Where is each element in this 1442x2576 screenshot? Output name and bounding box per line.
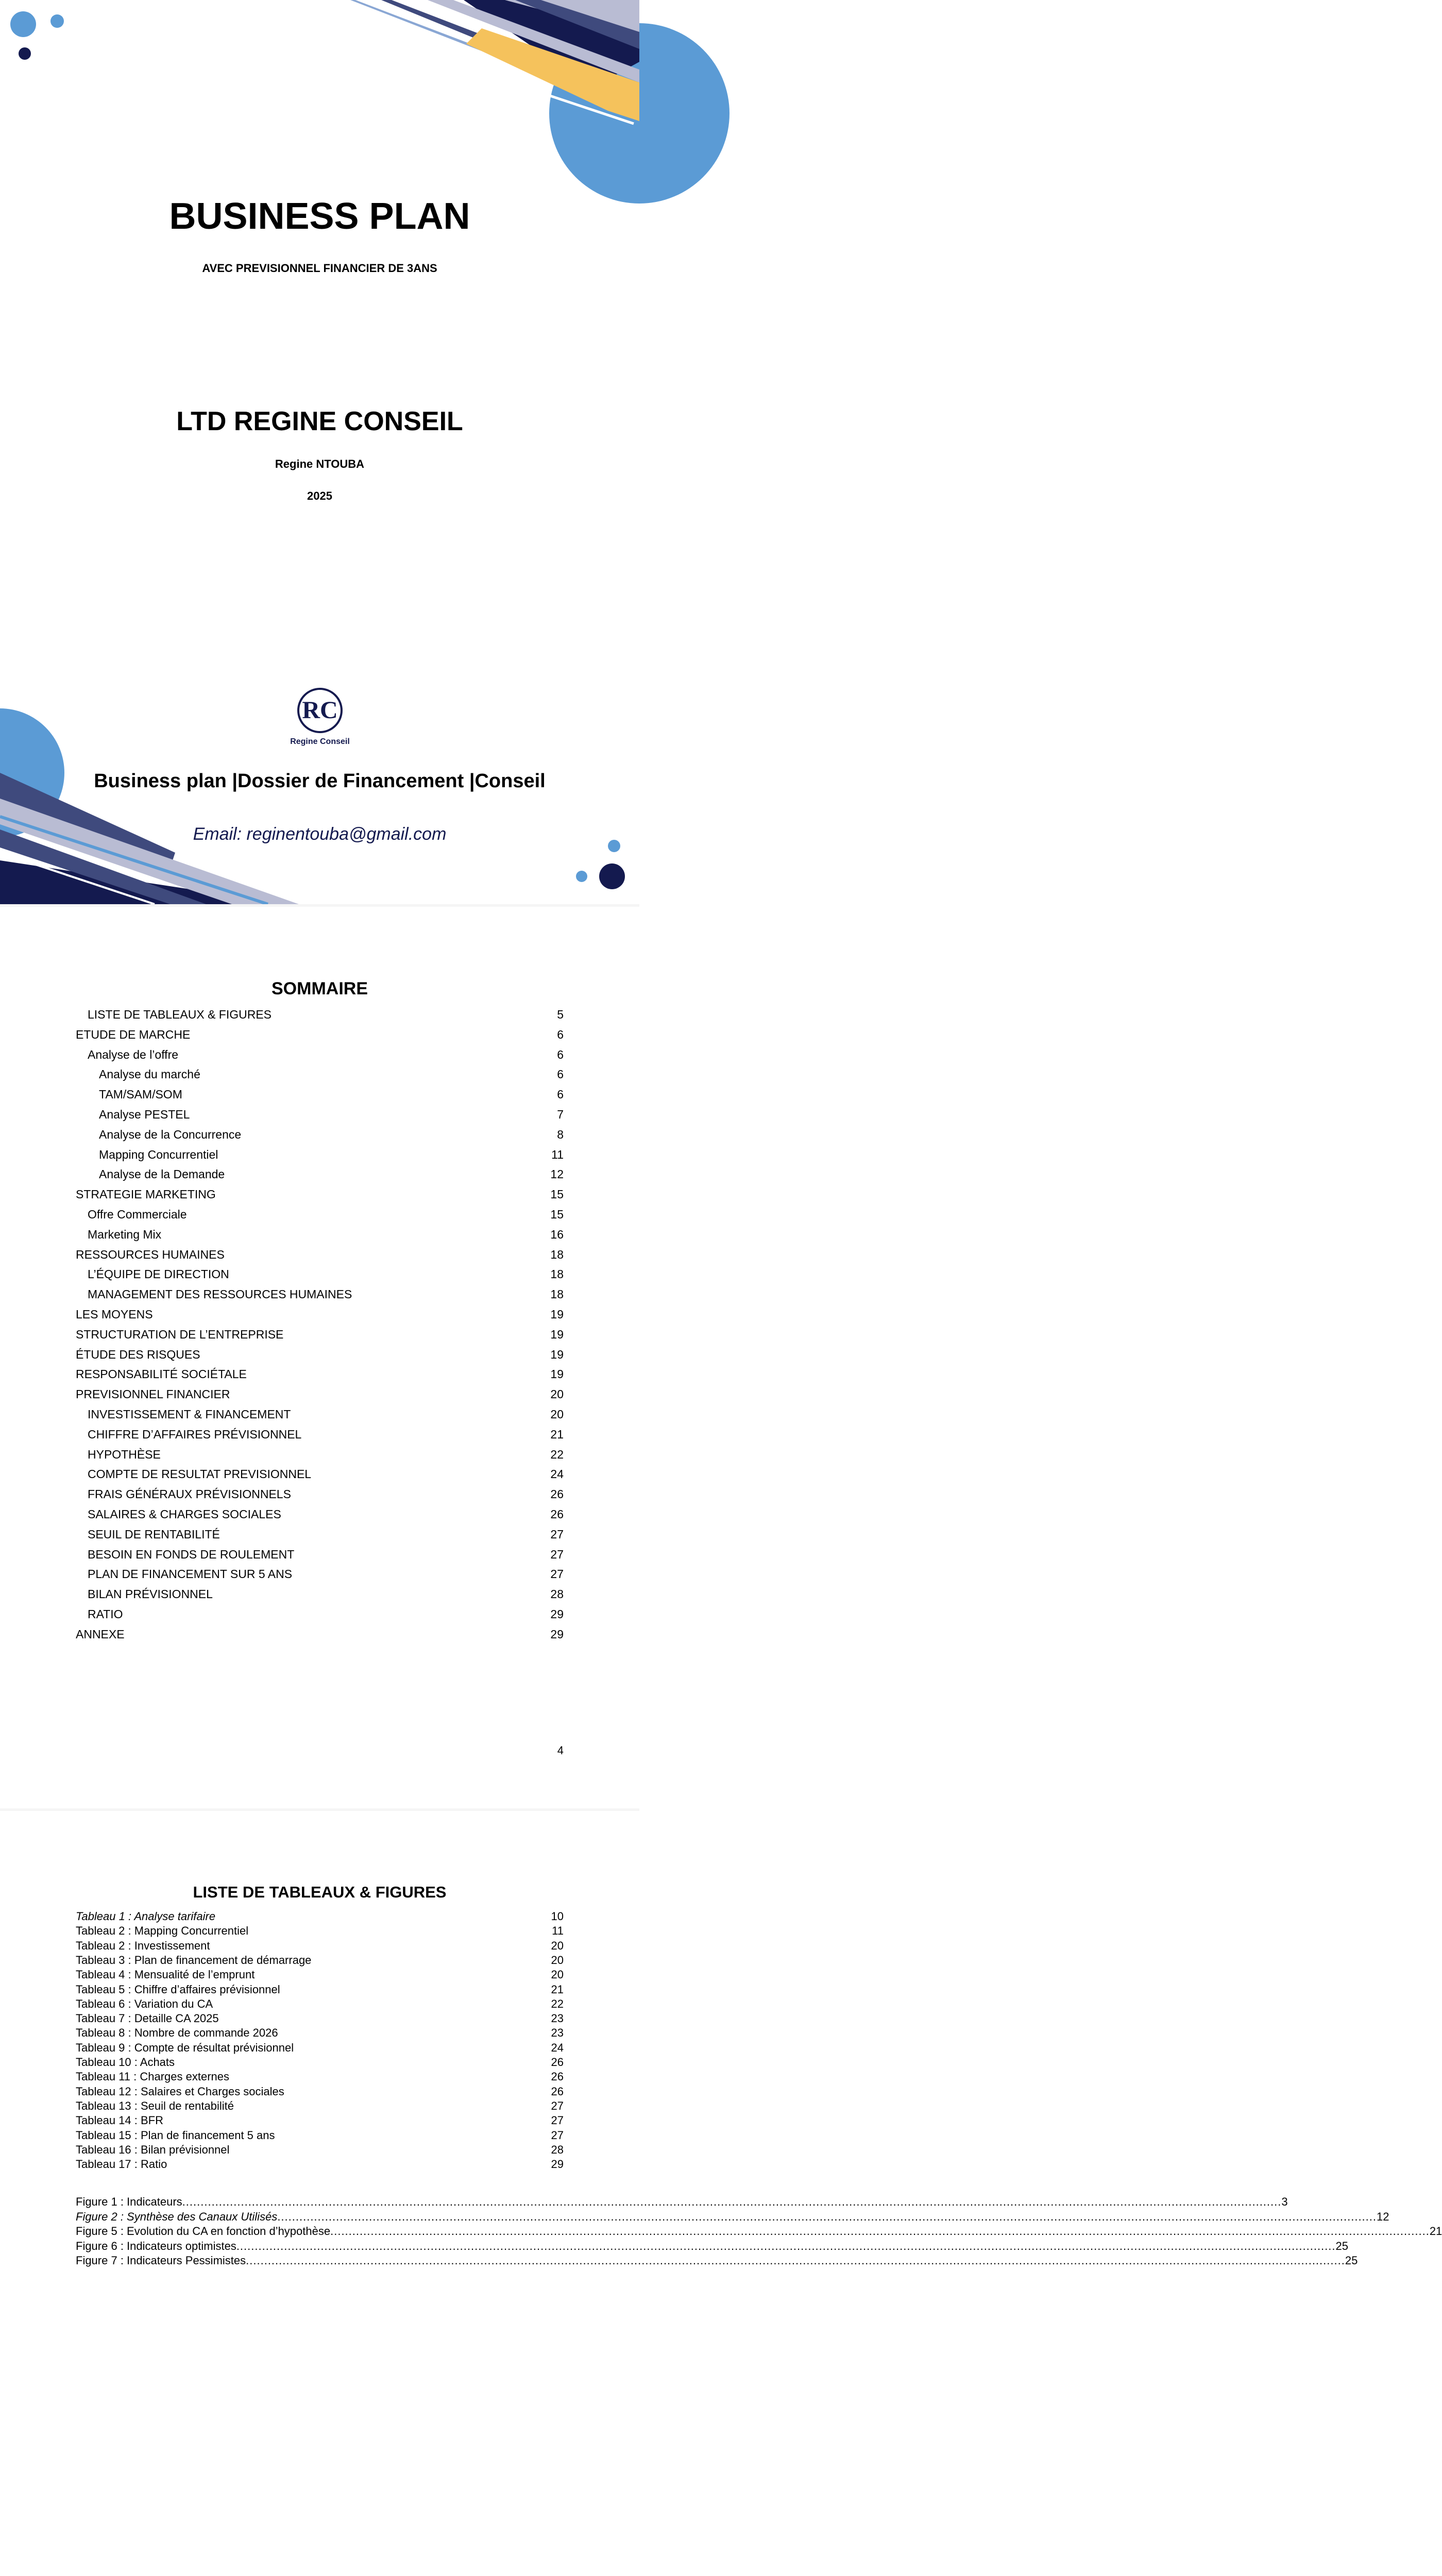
table-entry[interactable] xyxy=(76,1939,564,1953)
toc-entry-label: MANAGEMENT DES RESSOURCES HUMAINES xyxy=(88,1287,352,1301)
toc-entry-label: CHIFFRE D’AFFAIRES PRÉVISIONNEL xyxy=(88,1427,302,1441)
toc-entry[interactable] xyxy=(76,1345,564,1364)
toc-entry-page: 27 xyxy=(550,1547,564,1561)
cover-subtitle: AVEC PREVISIONNEL FINANCIER DE 3ANS xyxy=(202,262,437,275)
toc-entry[interactable] xyxy=(76,1425,564,1444)
toc-entry-label: ANNEXE xyxy=(76,1627,125,1641)
toc-entry-page: 15 xyxy=(550,1208,564,1221)
toc-entry[interactable] xyxy=(76,1545,564,1564)
figure-entry-label: Figure 2 : Synthèse des Canaux Utilisés xyxy=(76,2210,278,2223)
toc-entry-label: Mapping Concurrentiel xyxy=(99,1147,218,1161)
toc-entry[interactable] xyxy=(76,1464,564,1484)
cover-tagline: Business plan |Dossier de Financement |Conseil xyxy=(94,770,546,792)
toc-entry-page: 24 xyxy=(550,1467,564,1481)
toc-entry[interactable] xyxy=(76,1524,564,1544)
toc-entry-page: 6 xyxy=(557,1027,564,1041)
toc-entry-label: Offre Commerciale xyxy=(88,1208,187,1221)
toc-entry-label: COMPTE DE RESULTAT PREVISIONNEL xyxy=(88,1467,312,1481)
toc-entry-page: 22 xyxy=(550,1447,564,1461)
table-entry-label: Tableau 8 : Nombre de commande 2026 xyxy=(76,2026,278,2040)
table-entry[interactable] xyxy=(76,1997,564,2011)
toc-entry[interactable] xyxy=(76,1125,564,1144)
table-entry[interactable] xyxy=(76,1968,564,1982)
toc-entry[interactable] xyxy=(76,1225,564,1244)
table-entry-label: Tableau 4 : Mensualité de l’emprunt xyxy=(76,1968,255,1981)
toc-entry-label: Analyse de la Demande xyxy=(99,1167,225,1181)
table-entry-page: 28 xyxy=(551,2143,564,2156)
dot-leader: ............................................................................................................................................................................................................................................................................................................ xyxy=(246,2254,1345,2267)
toc-entry-label: PREVISIONNEL FINANCIER xyxy=(76,1387,230,1401)
table-entry-page: 27 xyxy=(551,2114,564,2127)
page-number: 4 xyxy=(557,1744,564,1757)
table-entry[interactable] xyxy=(76,1924,564,1938)
table-entry-label: Tableau 3 : Plan de financement de démarrage xyxy=(76,1953,312,1967)
toc-entry-page: 18 xyxy=(550,1287,564,1301)
decor-dot-navy-bottom xyxy=(599,863,625,889)
toc-entry-page: 20 xyxy=(550,1387,564,1401)
figure-entry-page: 3 xyxy=(1281,2195,1288,2208)
toc-entry-label: TAM/SAM/SOM xyxy=(99,1088,182,1101)
table-entry-label: Tableau 9 : Compte de résultat prévisionnel xyxy=(76,2041,294,2054)
toc-entry[interactable] xyxy=(76,1624,564,1644)
toc-entry-page: 29 xyxy=(550,1627,564,1641)
toc-entry[interactable] xyxy=(76,1105,564,1124)
toc-entry[interactable] xyxy=(76,1025,564,1044)
toc-entry-label: HYPOTHÈSE xyxy=(88,1447,161,1461)
toc-entry-label: ETUDE DE MARCHE xyxy=(76,1027,191,1041)
table-entry-page: 26 xyxy=(551,2084,564,2098)
figure-entry-page: 25 xyxy=(1345,2254,1358,2267)
toc-entry-label: FRAIS GÉNÉRAUX PRÉVISIONNELS xyxy=(88,1487,291,1501)
toc-entry-page: 11 xyxy=(551,1147,564,1161)
toc-entry-page: 27 xyxy=(550,1567,564,1581)
table-entry-label: Tableau 2 : Mapping Concurrentiel xyxy=(76,1924,249,1938)
figure-entry-label: Figure 1 : Indicateurs xyxy=(76,2195,182,2208)
table-entry-label: Tableau 16 : Bilan prévisionnel xyxy=(76,2143,230,2156)
table-entry-label: Tableau 15 : Plan de financement 5 ans xyxy=(76,2128,275,2142)
toc-entry-page: 7 xyxy=(557,1108,564,1121)
toc-entry[interactable] xyxy=(76,1084,564,1104)
toc-entry[interactable] xyxy=(76,1364,564,1384)
toc-entry-page: 19 xyxy=(550,1347,564,1361)
figure-entry[interactable] xyxy=(76,2239,1348,2253)
table-entry-label: Tableau 6 : Variation du CA xyxy=(76,1997,213,2010)
toc-entry[interactable] xyxy=(76,1184,564,1204)
toc-entry-label: Analyse PESTEL xyxy=(99,1108,190,1121)
table-entry[interactable] xyxy=(76,2113,564,2128)
toc-entry-label: PLAN DE FINANCEMENT SUR 5 ANS xyxy=(88,1567,293,1581)
figure-entry-page: 25 xyxy=(1335,2239,1348,2252)
table-entry-page: 29 xyxy=(551,2158,564,2171)
table-entry[interactable] xyxy=(76,2099,564,2113)
table-entry[interactable] xyxy=(76,1909,564,1924)
table-entry[interactable] xyxy=(76,2011,564,2026)
toc-entry-label: LISTE DE TABLEAUX & FIGURES xyxy=(88,1008,272,1021)
toc-entry-page: 18 xyxy=(550,1247,564,1261)
toc-entry-label: L’ÉQUIPE DE DIRECTION xyxy=(88,1267,229,1281)
table-entry[interactable] xyxy=(76,2084,564,2099)
dot-leader: ............................................................................................................................................................................................................................................................................................................ xyxy=(182,2195,1282,2208)
table-entry-label: Tableau 17 : Ratio xyxy=(76,2158,167,2171)
toc-entry-page: 19 xyxy=(550,1308,564,1321)
table-entry-label: Tableau 11 : Charges externes xyxy=(76,2070,229,2083)
toc-entry-page: 12 xyxy=(550,1167,564,1181)
toc-entry-page: 20 xyxy=(550,1408,564,1421)
cover-page xyxy=(0,0,639,904)
toc-entry[interactable] xyxy=(76,1584,564,1604)
toc-entry[interactable] xyxy=(76,1504,564,1524)
logo-text: Regine Conseil xyxy=(290,737,350,746)
table-entry[interactable] xyxy=(76,2026,564,2040)
toc-entry[interactable] xyxy=(76,1384,564,1404)
table-entry[interactable] xyxy=(76,2070,564,2084)
figure-entry-page: 21 xyxy=(1429,2225,1442,2238)
toc-entry[interactable] xyxy=(76,1445,564,1464)
table-entry[interactable] xyxy=(76,2055,564,2070)
toc-entry[interactable] xyxy=(76,1245,564,1264)
author-name: Regine NTOUBA xyxy=(275,457,365,470)
table-entry-page: 24 xyxy=(551,2041,564,2054)
figure-entry[interactable] xyxy=(76,2224,1442,2239)
table-entry-page: 27 xyxy=(551,2099,564,2112)
toc-entry-label: STRATEGIE MARKETING xyxy=(76,1188,216,1201)
toc-entry-label: Analyse du marché xyxy=(99,1067,200,1081)
toc-entry[interactable] xyxy=(76,1564,564,1584)
toc-entry-label: BESOIN EN FONDS DE ROULEMENT xyxy=(88,1547,295,1561)
table-entry[interactable] xyxy=(76,1953,564,1968)
table-entry-page: 21 xyxy=(551,1982,564,1996)
table-entry-page: 23 xyxy=(551,2026,564,2040)
toc-entry-page: 8 xyxy=(557,1127,564,1141)
table-entry-page: 22 xyxy=(551,1997,564,2010)
toc-entry-label: STRUCTURATION DE L’ENTREPRISE xyxy=(76,1327,284,1341)
toc-entry[interactable] xyxy=(76,1264,564,1284)
toc-entry[interactable] xyxy=(76,1325,564,1344)
toc-entry[interactable] xyxy=(76,1064,564,1084)
toc-entry-label: Marketing Mix xyxy=(88,1227,162,1241)
dot-leader: ............................................................................................................................................................................................................................................................................................................ xyxy=(330,2225,1430,2238)
table-entry-page: 11 xyxy=(552,1924,564,1938)
toc-entry-page: 26 xyxy=(550,1487,564,1501)
figure-entry[interactable] xyxy=(76,2195,1288,2209)
table-entry-page: 10 xyxy=(551,1910,564,1923)
logo-monogram: RC xyxy=(297,688,343,733)
table-entry[interactable] xyxy=(76,2128,564,2143)
company-name: LTD REGINE CONSEIL xyxy=(176,406,463,436)
contact-email[interactable]: Email: reginentouba@gmail.com xyxy=(193,824,447,844)
table-entry-label: Tableau 10 : Achats xyxy=(76,2056,175,2069)
toc-entry[interactable] xyxy=(76,1164,564,1184)
top-right-stripes-graphic xyxy=(0,0,639,206)
table-entry-label: Tableau 2 : Investissement xyxy=(76,1939,210,1952)
figure-entry-label: Figure 5 : Evolution du CA en fonction d’hypothèse xyxy=(76,2225,331,2238)
tables-list-heading: LISTE DE TABLEAUX & FIGURES xyxy=(193,1883,447,1901)
table-entry-page: 27 xyxy=(551,2128,564,2142)
toc-entry-label: RESPONSABILITÉ SOCIÉTALE xyxy=(76,1367,247,1381)
toc-entry-page: 19 xyxy=(550,1367,564,1381)
toc-entry-page: 6 xyxy=(557,1088,564,1101)
tables-list-page xyxy=(0,1811,1442,2576)
toc-entry[interactable] xyxy=(76,1045,564,1064)
table-entry[interactable] xyxy=(76,1982,564,1997)
toc-entry[interactable] xyxy=(76,1005,564,1024)
figure-entry-page: 12 xyxy=(1377,2210,1389,2223)
toc-entry-page: 18 xyxy=(550,1267,564,1281)
table-entry-page: 20 xyxy=(551,1939,564,1952)
table-entry-label: Tableau 1 : Analyse tarifaire xyxy=(76,1910,216,1923)
cover-title: BUSINESS PLAN xyxy=(169,196,470,237)
table-entry-label: Tableau 5 : Chiffre d’affaires prévisionnel xyxy=(76,1982,280,1996)
toc-entry-page: 6 xyxy=(557,1067,564,1081)
figure-entry[interactable] xyxy=(76,2253,1358,2268)
toc-entry[interactable] xyxy=(76,1604,564,1624)
table-entry-page: 20 xyxy=(551,1953,564,1967)
toc-entry-page: 19 xyxy=(550,1327,564,1341)
table-entry-page: 26 xyxy=(551,2070,564,2083)
toc-entry-label: RATIO xyxy=(88,1607,123,1621)
toc-entry[interactable] xyxy=(76,1404,564,1424)
table-entry-label: Tableau 7 : Detaille CA 2025 xyxy=(76,2012,219,2025)
toc-entry-label: ÉTUDE DES RISQUES xyxy=(76,1347,200,1361)
table-entry-page: 23 xyxy=(551,2012,564,2025)
toc-entry[interactable] xyxy=(76,1284,564,1304)
dot-leader: ............................................................................................................................................................................................................................................................................................................ xyxy=(236,2239,1336,2252)
cover-year: 2025 xyxy=(307,489,332,502)
toc-entry-page: 27 xyxy=(550,1527,564,1541)
toc-page xyxy=(0,907,639,1808)
toc-entry-label: RESSOURCES HUMAINES xyxy=(76,1247,225,1261)
toc-entry-page: 5 xyxy=(557,1008,564,1021)
table-entry-page: 20 xyxy=(551,1968,564,1981)
toc-entry[interactable] xyxy=(76,1304,564,1324)
toc-entry-label: Analyse de la Concurrence xyxy=(99,1127,242,1141)
toc-entry-page: 28 xyxy=(550,1587,564,1601)
table-entry[interactable] xyxy=(76,2157,564,2172)
toc-entry-page: 29 xyxy=(550,1607,564,1621)
toc-entry-page: 15 xyxy=(550,1188,564,1201)
toc-entry[interactable] xyxy=(76,1205,564,1224)
table-entry-label: Tableau 14 : BFR xyxy=(76,2114,163,2127)
table-entry-label: Tableau 12 : Salaires et Charges sociales xyxy=(76,2084,284,2098)
toc-entry-page: 26 xyxy=(550,1507,564,1521)
figure-entry-label: Figure 7 : Indicateurs Pessimistes xyxy=(76,2254,246,2267)
table-entry-label: Tableau 13 : Seuil de rentabilité xyxy=(76,2099,234,2112)
toc-heading: SOMMAIRE xyxy=(272,979,368,998)
toc-entry-label: BILAN PRÉVISIONNEL xyxy=(88,1587,213,1601)
bottom-left-stripes-graphic xyxy=(0,670,319,904)
toc-entry-label: INVESTISSEMENT & FINANCEMENT xyxy=(88,1408,291,1421)
figure-entry[interactable] xyxy=(76,2210,1389,2224)
toc-entry-label: LES MOYENS xyxy=(76,1308,153,1321)
toc-entry-page: 16 xyxy=(550,1227,564,1241)
dot-leader: ............................................................................................................................................................................................................................................................................................................ xyxy=(277,2210,1377,2223)
toc-entry-page: 21 xyxy=(550,1427,564,1441)
table-entry-page: 26 xyxy=(551,2056,564,2069)
toc-entry[interactable] xyxy=(76,1484,564,1504)
toc-entry-label: Analyse de l’offre xyxy=(88,1047,179,1061)
toc-entry-label: SEUIL DE RENTABILITÉ xyxy=(88,1527,220,1541)
figure-entry-label: Figure 6 : Indicateurs optimistes xyxy=(76,2239,236,2252)
toc-entry-page: 6 xyxy=(557,1047,564,1061)
toc-entry[interactable] xyxy=(76,1145,564,1164)
decor-dot-blue-small xyxy=(576,871,587,882)
table-entry[interactable] xyxy=(76,2041,564,2055)
table-entry[interactable] xyxy=(76,2143,564,2157)
decor-dot-blue-bottom xyxy=(608,840,620,852)
toc-entry-label: SALAIRES & CHARGES SOCIALES xyxy=(88,1507,281,1521)
